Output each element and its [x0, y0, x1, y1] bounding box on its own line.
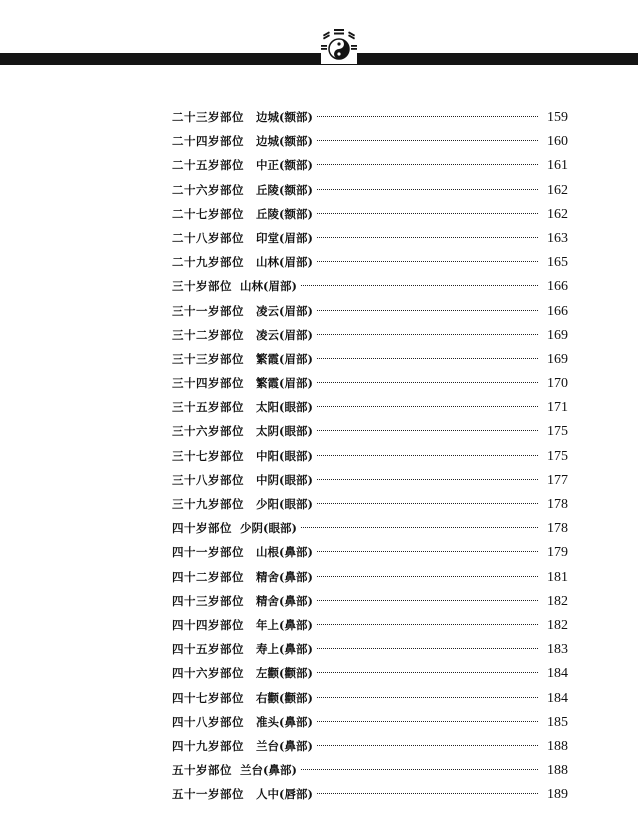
dot-leader	[317, 358, 538, 359]
entry-page-number: 185	[547, 714, 568, 730]
dot-leader	[301, 527, 538, 528]
entry-age-label: 三十一岁部位	[172, 303, 244, 318]
entry-position-label: 中阳(眼部)	[256, 448, 313, 463]
entry-position-label: 寿上(鼻部)	[256, 642, 313, 657]
entry-age-label: 二十三岁部位	[172, 110, 244, 124]
dot-leader	[317, 237, 538, 238]
entry-age-label: 四十岁部位	[172, 521, 232, 536]
dot-leader	[317, 672, 538, 673]
toc-entry	[172, 178, 568, 202]
dot-leader	[317, 213, 538, 214]
entry-page-number: 189	[547, 787, 568, 803]
header-bar	[0, 53, 638, 65]
toc-entry	[172, 347, 568, 371]
entry-position-label: 右颧(颧部)	[256, 690, 313, 705]
dot-leader	[317, 697, 538, 698]
toc-entry	[172, 565, 568, 589]
entry-age-label: 三十七岁部位	[172, 448, 244, 463]
toc-entry	[172, 661, 568, 685]
entry-page-number: 179	[547, 545, 568, 561]
toc-entry	[172, 274, 568, 298]
entry-page-number: 183	[547, 642, 568, 658]
entry-page-number: 162	[547, 182, 568, 198]
toc-entry	[172, 444, 568, 468]
toc-entry	[172, 371, 568, 395]
entry-position-label: 山林(眉部)	[256, 255, 313, 270]
entry-page-number: 182	[547, 617, 568, 633]
dot-leader	[317, 648, 538, 649]
entry-age-label: 三十五岁部位	[172, 400, 244, 415]
dot-leader	[317, 624, 538, 625]
entry-age-label: 四十五岁部位	[172, 642, 244, 657]
entry-page-number: 188	[547, 738, 568, 754]
entry-page-number: 184	[547, 690, 568, 706]
entry-age-label: 二十六岁部位	[172, 182, 244, 197]
entry-page-number: 169	[547, 327, 568, 343]
entry-position-label: 太阳(眼部)	[256, 400, 313, 415]
entry-age-label: 四十二岁部位	[172, 569, 244, 584]
entry-page-number: 160	[547, 134, 568, 150]
entry-position-label: 繁霞(眉部)	[256, 351, 313, 366]
entry-position-label: 丘陵(额部)	[256, 206, 313, 221]
entry-age-label: 四十七岁部位	[172, 690, 244, 705]
toc-entry	[172, 734, 568, 758]
entry-page-number: 177	[547, 472, 568, 488]
entry-position-label: 山林(眉部)	[240, 279, 297, 294]
dot-leader	[317, 382, 538, 383]
entry-page-number: 169	[547, 351, 568, 367]
toc-entry	[172, 419, 568, 443]
toc-entry	[172, 299, 568, 323]
toc-entry	[172, 637, 568, 661]
entry-age-label: 四十六岁部位	[172, 666, 244, 681]
dot-leader	[317, 551, 538, 552]
entry-position-label: 凌云(眉部)	[256, 303, 313, 318]
entry-page-number: 163	[547, 230, 568, 246]
toc-entry	[172, 686, 568, 710]
entry-position-label: 印堂(眉部)	[256, 230, 313, 245]
entry-age-label: 三十九岁部位	[172, 497, 244, 511]
dot-leader	[317, 189, 538, 190]
entry-page-number: 184	[547, 666, 568, 682]
toc-entry	[172, 540, 568, 564]
table-of-contents	[172, 105, 568, 806]
toc-entry	[172, 226, 568, 250]
toc-entry	[172, 202, 568, 226]
entry-age-label: 五十一岁部位	[172, 787, 244, 802]
toc-entry	[172, 782, 568, 806]
dot-leader	[317, 721, 538, 722]
dot-leader	[317, 116, 538, 117]
dot-leader	[317, 793, 538, 794]
entry-age-label: 三十六岁部位	[172, 424, 244, 439]
toc-entry	[172, 613, 568, 637]
entry-age-label: 四十八岁部位	[172, 714, 244, 729]
entry-position-label: 准头(鼻部)	[256, 714, 313, 729]
entry-page-number: 166	[547, 303, 568, 319]
entry-page-number: 165	[547, 255, 568, 271]
entry-page-number: 188	[547, 763, 568, 779]
toc-entry	[172, 710, 568, 734]
dot-leader	[317, 430, 538, 431]
toc-entry	[172, 323, 568, 347]
entry-age-label: 三十四岁部位	[172, 376, 244, 391]
dot-leader	[301, 769, 538, 770]
entry-page-number: 161	[547, 158, 568, 174]
toc-entry	[172, 129, 568, 153]
dot-leader	[317, 334, 538, 335]
dot-leader	[317, 479, 538, 480]
dot-leader	[301, 285, 538, 286]
dot-leader	[317, 455, 538, 456]
dot-leader	[317, 261, 538, 262]
entry-position-label: 年上(鼻部)	[256, 617, 313, 632]
toc-entry	[172, 250, 568, 274]
entry-age-label: 四十九岁部位	[172, 738, 244, 753]
toc-entry	[172, 105, 568, 129]
entry-page-number: 162	[547, 206, 568, 222]
entry-age-label: 三十二岁部位	[172, 327, 244, 342]
dot-leader	[317, 310, 538, 311]
entry-page-number: 166	[547, 279, 568, 295]
dot-leader	[317, 406, 538, 407]
dot-leader	[317, 576, 538, 577]
bagua-yinyang-emblem	[321, 28, 357, 64]
toc-entry	[172, 153, 568, 177]
entry-position-label: 凌云(眉部)	[256, 327, 313, 342]
entry-position-label: 精舍(鼻部)	[256, 593, 313, 608]
entry-page-number: 159	[547, 110, 568, 125]
toc-entry	[172, 516, 568, 540]
entry-age-label: 三十八岁部位	[172, 472, 244, 487]
toc-entry	[172, 589, 568, 613]
entry-age-label: 四十四岁部位	[172, 617, 244, 632]
entry-position-label: 人中(唇部)	[256, 787, 313, 802]
entry-position-label: 边城(额部)	[256, 110, 313, 124]
entry-position-label: 山根(鼻部)	[256, 545, 313, 560]
entry-age-label: 五十岁部位	[172, 763, 232, 778]
entry-page-number: 178	[547, 497, 568, 512]
entry-age-label: 三十岁部位	[172, 279, 232, 294]
entry-position-label: 边城(额部)	[256, 134, 313, 149]
dot-leader	[317, 140, 538, 141]
entry-page-number: 171	[547, 400, 568, 416]
entry-position-label: 左颧(颧部)	[256, 666, 313, 681]
entry-age-label: 二十五岁部位	[172, 158, 244, 173]
entry-page-number: 170	[547, 376, 568, 392]
toc-entry	[172, 492, 568, 516]
entry-position-label: 繁霞(眉部)	[256, 376, 313, 391]
entry-position-label: 少阳(眼部)	[256, 497, 313, 511]
entry-position-label: 兰台(鼻部)	[240, 763, 297, 778]
entry-page-number: 175	[547, 448, 568, 464]
entry-age-label: 三十三岁部位	[172, 351, 244, 366]
toc-entry	[172, 468, 568, 492]
entry-age-label: 二十七岁部位	[172, 206, 244, 221]
entry-page-number: 178	[547, 521, 568, 537]
entry-position-label: 兰台(鼻部)	[256, 738, 313, 753]
entry-page-number: 181	[547, 569, 568, 585]
entry-page-number: 175	[547, 424, 568, 440]
entry-age-label: 二十八岁部位	[172, 230, 244, 245]
entry-position-label: 少阴(眼部)	[240, 521, 297, 536]
toc-entry	[172, 758, 568, 782]
dot-leader	[317, 503, 538, 504]
entry-position-label: 中阴(眼部)	[256, 472, 313, 487]
dot-leader	[317, 745, 538, 746]
entry-position-label: 精舍(鼻部)	[256, 569, 313, 584]
entry-position-label: 中正(额部)	[256, 158, 313, 173]
entry-age-label: 二十九岁部位	[172, 255, 244, 270]
entry-age-label: 二十四岁部位	[172, 134, 244, 149]
entry-position-label: 太阴(眼部)	[256, 424, 313, 439]
entry-page-number: 182	[547, 593, 568, 609]
dot-leader	[317, 164, 538, 165]
entry-age-label: 四十三岁部位	[172, 593, 244, 608]
dot-leader	[317, 600, 538, 601]
entry-position-label: 丘陵(额部)	[256, 182, 313, 197]
toc-entry	[172, 395, 568, 419]
entry-age-label: 四十一岁部位	[172, 545, 244, 560]
